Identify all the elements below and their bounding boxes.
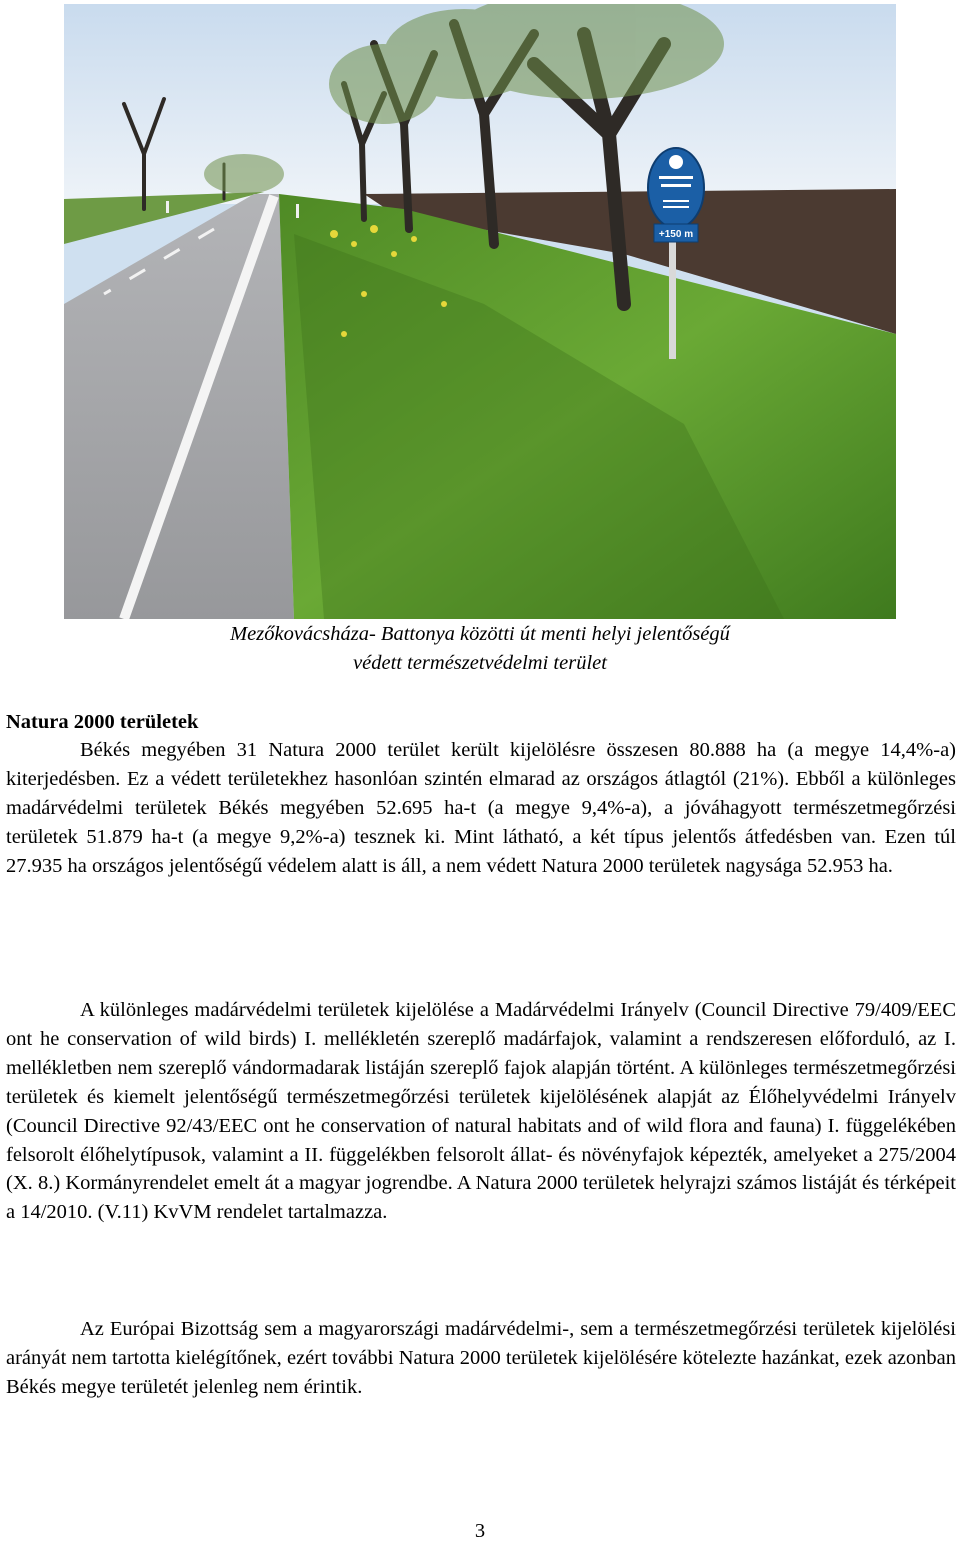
info-icon bbox=[669, 155, 683, 169]
caption-line-2: védett természetvédelmi terület bbox=[353, 652, 607, 674]
roadside-photo-illustration bbox=[64, 4, 896, 619]
page-number: 3 bbox=[474, 1520, 486, 1542]
distance-label: +150 m bbox=[658, 229, 694, 240]
paragraph-statistics: Békés megyében 31 Natura 2000 terület került kijelölésre összesen 80.888 ha (a megye 14,4%-a) kiterjedésben. Ez a védett területekhez hasonlóan szintén elmarad az országos átlagtól (21%). Ebből a különleges madárvédelmi területek Békés megyében 52.695 ha-t (a megye 9,4%-a), a jóváhagyott természetmegőrzési területek 51.879 ha-t (a megye 9,2%-a) tesznek ki. Mint látható, a két típus jelentős átfedésben van. Ezen túl 27.935 ha országos jelentőségű védelem alatt is áll, a nem védett Natura 2000 területek nagysága 52.953 ha. bbox=[6, 739, 956, 877]
section-heading: Natura 2000 területek bbox=[6, 711, 199, 733]
road bbox=[64, 194, 294, 619]
sign-post bbox=[669, 239, 676, 359]
paragraph-commission: Az Európai Bizottság sem a magyarországi madárvédelmi-, sem a természetmegőrzési területek kijelölési arányát nem tartotta kielégítőnek, ezért további Natura 2000 területek kijelölésére kötelezte hazánkat, ezek azonban Békés megye területét jelenleg nem érintik. bbox=[6, 1318, 956, 1398]
roadside-post bbox=[296, 204, 299, 218]
caption-line-1: Mezőkovácsháza- Battonya közötti út menti helyi jelentőségű bbox=[230, 623, 730, 645]
paragraph-directives: A különleges madárvédelmi területek kijelölése a Madárvédelmi Irányelv (Council Directive 79/409/EEC ont he conservation of wild birds) I. mellékletén szereplő madárfajok, valamint a rendszeresen előforduló, az I. mellékletben nem szereplő vándormadarak listáján szereplő fajok alapján történt. A különleges természetmegőrzési területek és kiemelt jelentőségű természetmegőrzési területek kijelölésének alapját az Élőhelyvédelmi Irányelv (Council Directive 92/43/EEC ont he conservation of natural habitats and of wild flora and fauna) I. függelékében felsorolt élőhelytípusok, valamint a II. függelékben felsorolt állat- és növényfajok képezték, amelyeket a 275/2004 (X. 8.) Kormányrendelet emelt át a magyar jogrendbe. A Natura 2000 területek helyrajzi számos listáját és térképeit a 14/2010. (V.11) KvVM rendelet tartalmazza. bbox=[6, 999, 956, 1224]
photo-caption bbox=[0, 620, 960, 678]
sign-text-lines bbox=[659, 176, 693, 179]
roadside-photo bbox=[64, 4, 896, 619]
